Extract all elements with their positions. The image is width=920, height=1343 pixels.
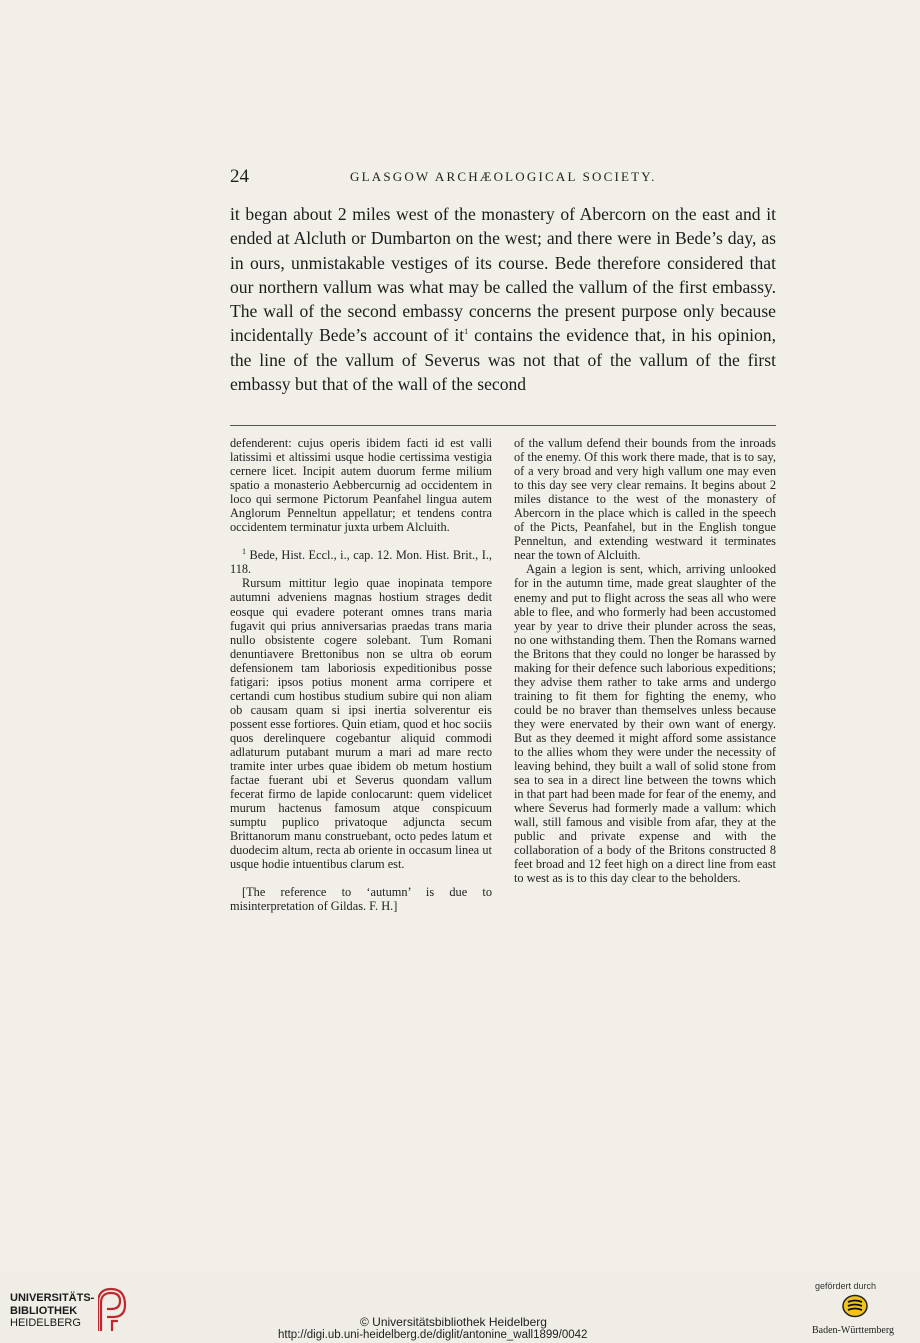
- main-text-part-b: contains the evidence that, in his opinion, the line of the vallum of Severus was not that of the vallum of the first embassy but that of the wall of the second: [230, 325, 776, 395]
- latin-passage-1: defenderent: cujus operis ibidem facti id est valli latissimi et altissimi usque hodie certissima vestigia cernere licet. Incipit autem duorum ferme milium spatio a monasterio Aebbercurnig ad occidentem in loco qui sermone Pictorum Peanfahel lingua autem Anglorum Penneltun appellatur; et tendens contra occidentem terminatur juxta urbem Alcluith.: [230, 436, 492, 535]
- english-passage-2: Again a legion is sent, which, arriving unlooked for in the autumn time, made great slaughter of the enemy and put to flight across the seas all who were able to flee, and who formerly had been accustomed year by year to drive their plunder across the seas, no one withstanding them. Then the Romans warned the Britons that they could no longer be harassed by making for their defence such laborious expeditions; they advise them rather to take arms and undergo training to fit them for fighting the enemy, who could be no braver than themselves unless because they were enervated by their own want of energy. But as they deemed it might afford some assistance to the allies whom they were under the necessity of leaving behind, they built a wall of solid stone from sea to sea in a direct line between the towns which in that part had been made for fear of the enemy, and where Severus had formerly made a vallum: which wall, still famous and visible from afar, they at the public and private expense and with the collaboration of a body of the Britons constructed 8 feet broad and 12 feet high on a direct line from east to west as is to this day clear to the beholders.: [514, 562, 776, 886]
- main-paragraph: [230, 202, 776, 396]
- main-text-part-a: it began about 2 miles west of the monastery of Abercorn on the east and it ended at Alcluth or Dumbarton on the west; and there were in Bede’s day, as in ours, unmistakable vestiges of its course. Bede therefore considered that our northern vallum was what may be called the vallum of the first embassy. The wall of the second embassy concerns the present purpose only because incidentally Bede’s account of it: [230, 204, 776, 346]
- sponsor-name: Baden-Württemberg: [812, 1325, 895, 1336]
- latin-passage-2: Rursum mittitur legio quae inopinata tempore autumni adveniens magnas hostium strages dedit eosque qui evadere poterant omnes trans maria fugavit qui prius anniversarias praedas trans maria nullo obsistente cogere solebant. Tum Romani denuntiavere Brettonibus non se ultra ob eorum defensionem tam laboriosis expeditionibus posse fatigari: ipsos potius monent arma corripere et certandi cum hostibus studium subire qui non aliam ob causam quam si ipsi inertia solverentur eis possent esse fortiores. Quin etiam, quod et hoc sociis quos derelinquere cogebantur aliquid commodi adlaturum putabant murum a mari ad mare recto tramite inter urbes quae ibidem ob metum hostium factae fuerant ubi et Severus quondam vallum fecerat firmo de lapide conlocarunt: quem videlicet murum hactenus famosum atque conspicuum sumptu puplico privatoque adjuncta secum Brittanorum manu construebant, octo pedes latum et duodecim altum, recta ab oriente in occasum linea ut usque hodie intuentibus clarum est.: [230, 576, 492, 872]
- viewer-footer: [0, 1272, 920, 1343]
- library-logo-icon: [98, 1287, 128, 1333]
- state-coat-of-arms-icon: [841, 1294, 869, 1318]
- right-footnote-column: [514, 436, 776, 886]
- funded-by-label: gefördert durch: [815, 1281, 877, 1291]
- english-passage-1: of the vallum defend their bounds from the inroads of the enemy. Of this work there made, that is to say, of a very broad and very high vallum one may even to this day see very clear remains. It begins about 2 miles distance to the west of the monastery of Abercorn in the place which is called in the speech of the Picts, Peanfahel, but in the English tongue Penneltun, and extending westward it terminates near the town of Alcluith.: [514, 436, 776, 563]
- left-footnote-column: [230, 436, 492, 914]
- library-name: [10, 1292, 94, 1330]
- permalink-url[interactable]: http://digi.ub.uni-heidelberg.de/diglit/antonine_wall1899/0042: [278, 1329, 588, 1341]
- running-title: GLASGOW ARCHÆOLOGICAL SOCIETY.: [350, 169, 657, 184]
- footnote-divider: [230, 425, 776, 426]
- footnote-reference-text: Bede, Hist. Eccl., i., cap. 12. Mon. Hist. Brit., I., 118.: [230, 548, 492, 577]
- editor-note: [The reference to ‘autumn’ is due to misinterpretation of Gildas. F. H.]: [230, 885, 492, 914]
- copyright-notice: © Universitätsbibliothek Heidelberg: [360, 1315, 547, 1329]
- footnote-number: 1: [242, 547, 246, 557]
- library-name-line3: HEIDELBERG: [10, 1317, 81, 1329]
- page-number: 24: [230, 166, 249, 187]
- library-name-line1: UNIVERSITÄTS-: [10, 1292, 95, 1304]
- footnote-reference: [230, 548, 492, 576]
- library-name-line2: BIBLIOTHEK: [10, 1304, 78, 1317]
- footnote-marker: 1: [464, 327, 469, 337]
- page-header: [230, 166, 776, 190]
